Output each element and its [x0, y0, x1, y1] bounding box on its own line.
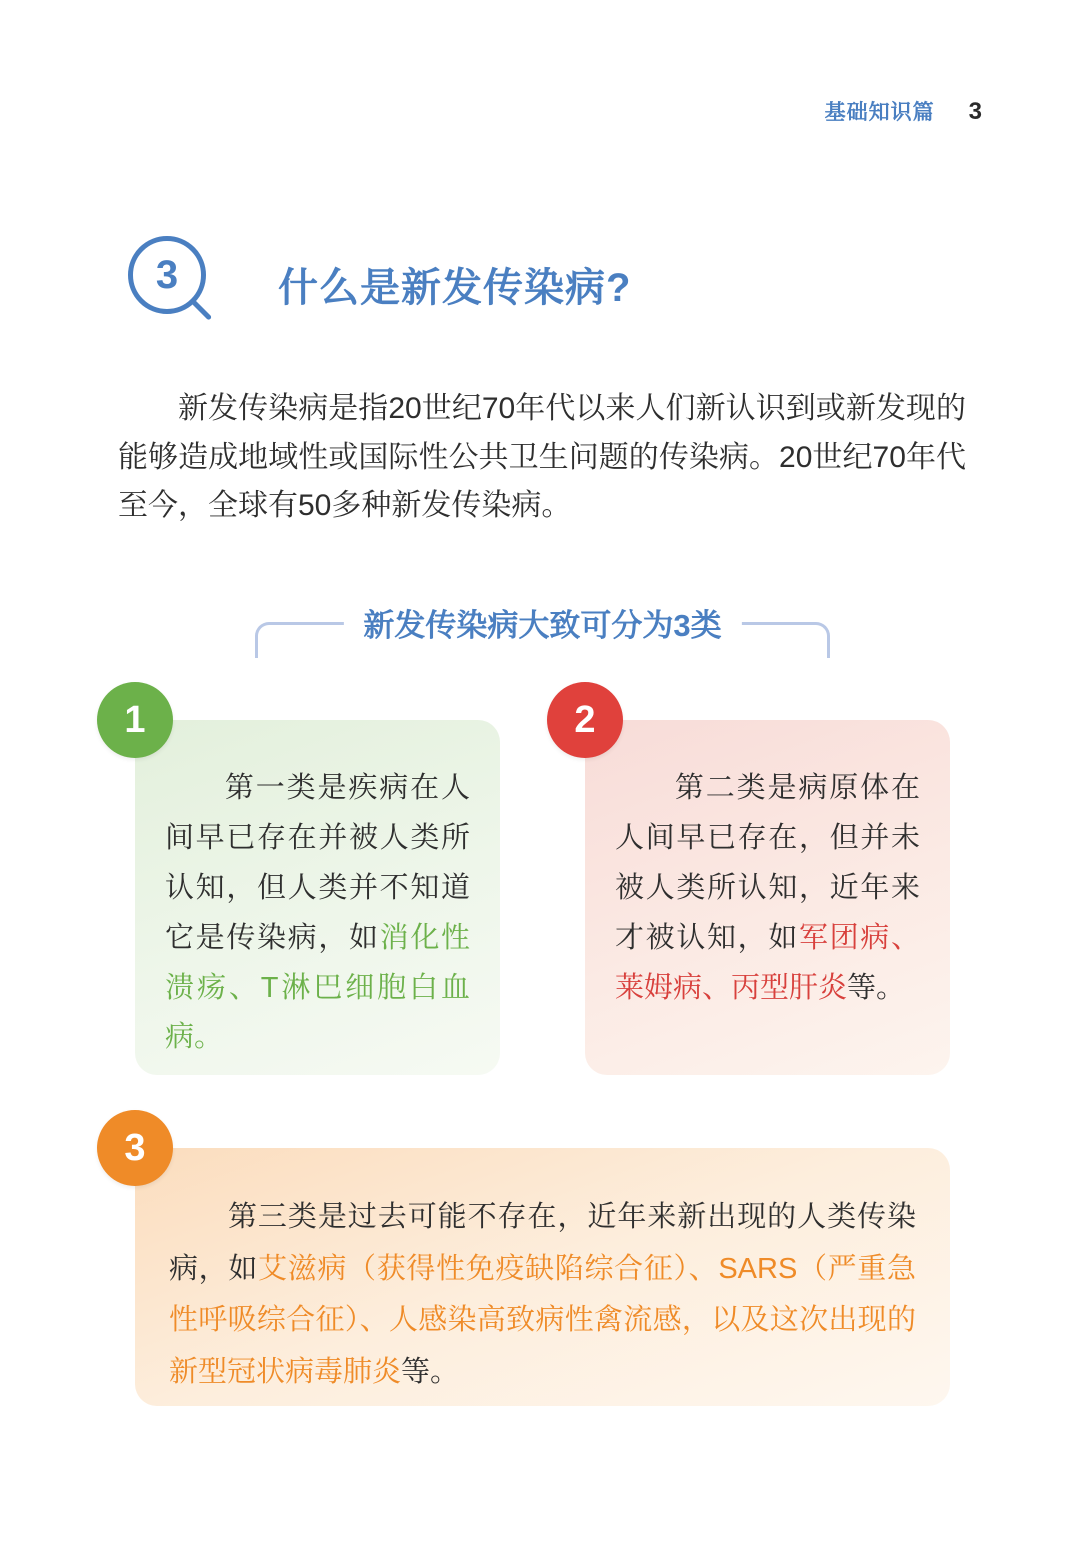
category-band [255, 600, 830, 658]
category-card-one [124, 698, 500, 1075]
card-number-badge-3: 3 [97, 1110, 173, 1186]
card-number-badge-2: 2 [547, 682, 623, 758]
magnifier-icon [128, 236, 224, 332]
card-text-1 [165, 764, 470, 1063]
badge-number: 3 [155, 253, 179, 297]
page-title: 什么是新发传染病? [278, 265, 632, 310]
category-card-three [124, 1126, 950, 1406]
card-lead-1: 第一类是疾病在人间早已存在并被人类所认知，但人类并不知道它是传染病，如 [165, 772, 470, 954]
card-lead-2: 第二类是病原体在人间早已存在，但并未被人类所认知，近年来才被认知，如 [615, 772, 920, 954]
card-text-2 [615, 764, 920, 1013]
card-highlight-1: 消化性溃疡、T淋巴细胞白血病。 [165, 921, 470, 1054]
card-tail-2: 等。 [847, 971, 906, 1004]
category-card-two [574, 698, 950, 1075]
card-number-badge-1: 1 [97, 682, 173, 758]
card-tail-3: 等。 [401, 1355, 460, 1388]
page-number: 3 [968, 98, 982, 125]
magnifier-handle [190, 299, 212, 321]
card-highlight-2: 军团病、莱姆病、丙型肝炎 [615, 921, 920, 1004]
header-section-label: 基础知识篇 [824, 101, 935, 124]
card-lead-3: 第三类是过去可能不存在，近年来新出现的人类传染病，如 [169, 1201, 916, 1285]
card-text-3 [169, 1192, 916, 1398]
intro-paragraph: 新发传染病是指20世纪70年代以来人们新认识到或新发现的能够造成地域性或国际性公共卫生问题的传染病。20世纪70年代至今，全球有50多种新发传染病。 [118, 392, 966, 523]
card-highlight-3: 艾滋病（获得性免疫缺陷综合征）、SARS（严重急性呼吸综合征）、人感染高致病性禽流感，以及这次出现的新型冠状病毒肺炎 [169, 1252, 916, 1388]
section-title-block [128, 236, 631, 332]
page-header [825, 96, 982, 126]
band-label: 新发传染病大致可分为3类 [343, 600, 741, 645]
